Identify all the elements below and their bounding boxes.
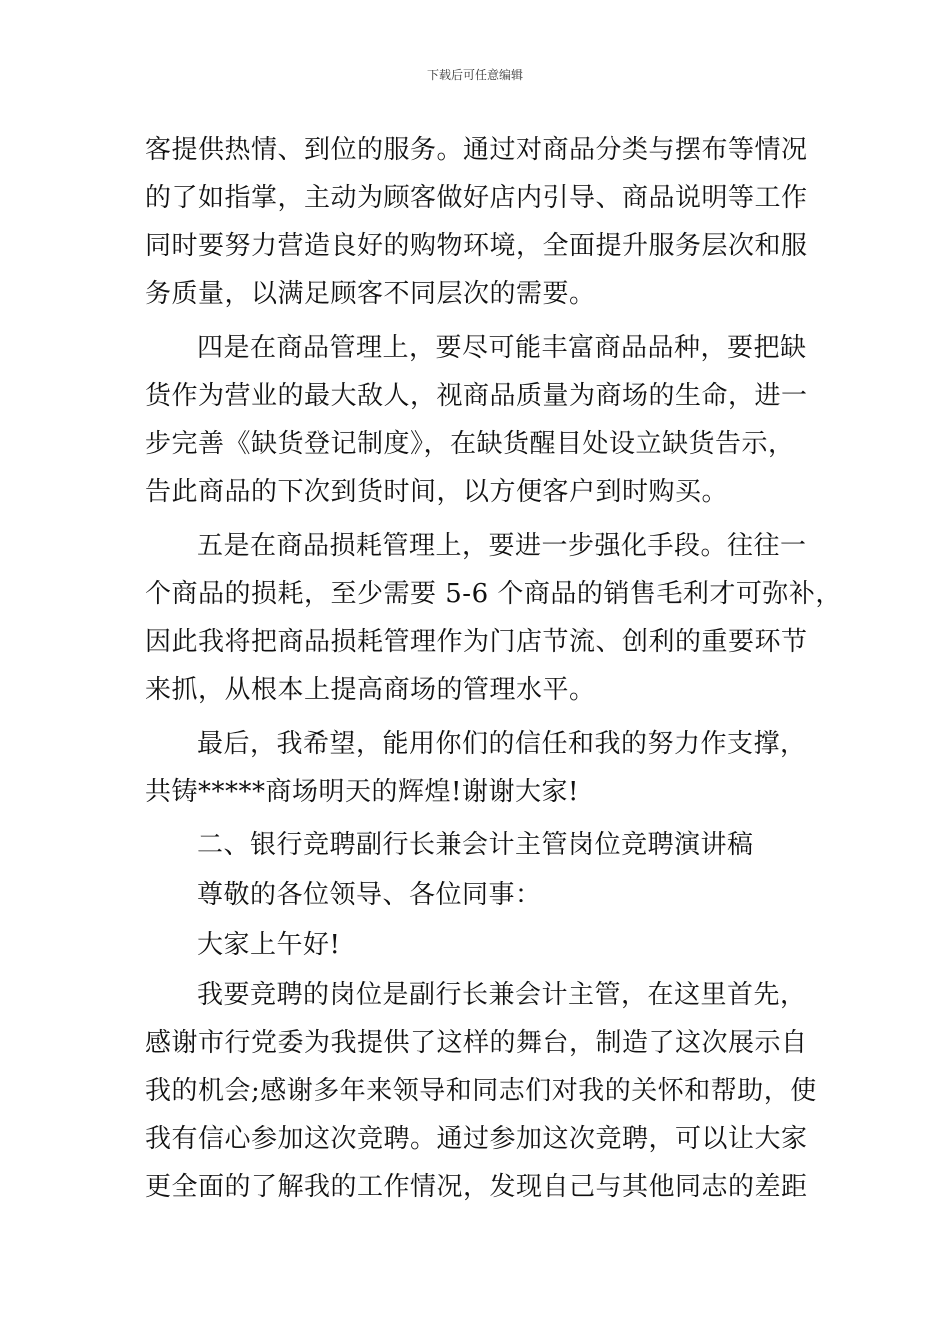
- text-line: 感谢市行党委为我提供了这样的舞台，制造了这次展示自: [145, 1028, 808, 1058]
- page-header-note: 下载后可任意编辑: [426, 68, 523, 82]
- text-line: 步完善《缺货登记制度》，在缺货醒目处设立缺货告示，: [145, 429, 795, 459]
- text-line: 告此商品的下次到货时间，以方便客户到时购买。: [145, 477, 729, 507]
- text-line: 来抓，从根本上提高商场的管理水平。: [145, 675, 596, 705]
- text-line: 四是在商品管理上，要尽可能丰富商品品种，要把缺: [197, 333, 807, 363]
- greeting: 大家上午好!: [197, 930, 341, 960]
- text-line: 我有信心参加这次竞聘。通过参加这次竞聘，可以让大家: [145, 1124, 808, 1154]
- text-line: 客提供热情、到位的服务。通过对商品分类与摆布等情况: [145, 135, 808, 165]
- text-line: 的了如指掌，主动为顾客做好店内引导、商品说明等工作: [145, 183, 808, 213]
- section-heading: 二、银行竞聘副行长兼会计主管岗位竞聘演讲稿: [197, 830, 754, 860]
- text-line: 最后，我希望，能用你们的信任和我的努力作支撑，: [197, 729, 807, 759]
- text-line: 我的机会;感谢多年来领导和同志们对我的关怀和帮助，使: [145, 1076, 817, 1106]
- text-line: 五是在商品损耗管理上，要进一步强化手段。往往一: [197, 531, 807, 561]
- text-line: 因此我将把商品损耗管理作为门店节流、创利的重要环节: [145, 627, 808, 657]
- text-line: 个商品的损耗，至少需要 5-6 个商品的销售毛利才可弥补，: [145, 579, 842, 609]
- salutation: 尊敬的各位领导、各位同事：: [197, 880, 542, 910]
- text-line: 货作为营业的最大敌人，视商品质量为商场的生命，进一: [145, 381, 808, 411]
- text-line: 共铸*****商场明天的辉煌!谢谢大家!: [145, 777, 579, 807]
- text-line: 同时要努力营造良好的购物环境，全面提升服务层次和服: [145, 231, 808, 261]
- text-line: 更全面的了解我的工作情况，发现自己与其他同志的差距: [145, 1172, 808, 1202]
- text-line: 我要竞聘的岗位是副行长兼会计主管，在这里首先，: [197, 980, 807, 1010]
- text-line: 务质量，以满足顾客不同层次的需要。: [145, 279, 596, 309]
